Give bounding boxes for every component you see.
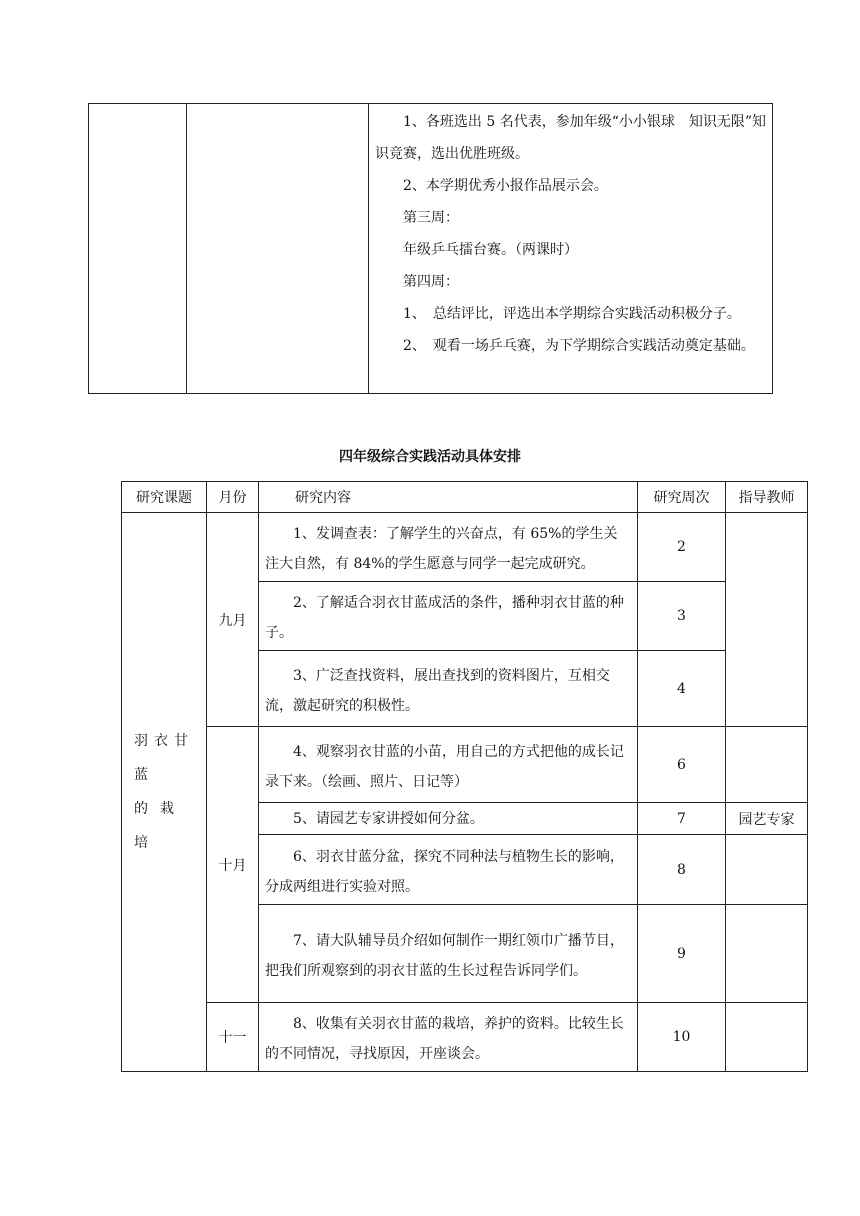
content-cell bbox=[259, 835, 638, 905]
teacher-cell bbox=[726, 835, 808, 905]
teacher-cell: 园艺专家 bbox=[726, 803, 808, 835]
week-cell: 10 bbox=[638, 1003, 726, 1072]
teacher-cell bbox=[726, 727, 808, 803]
activity-details-cell bbox=[369, 104, 773, 394]
week-cell: 8 bbox=[638, 835, 726, 905]
detail-line: 第三周： bbox=[403, 210, 459, 226]
detail-line: 第四周： bbox=[403, 274, 459, 290]
month-cell: 十月 bbox=[207, 727, 259, 1003]
schedule-title: 四年级综合实践活动具体安排 bbox=[339, 449, 521, 465]
teacher-cell bbox=[726, 513, 808, 727]
content-cell bbox=[259, 727, 638, 803]
empty-cell bbox=[187, 104, 369, 394]
content-text: 7、请大队辅导员介绍如何制作一期红领巾广播节目，把我们所观察到的羽衣甘蓝的生长过程告诉同学们。 bbox=[265, 932, 624, 979]
topic-line: 的栽培 bbox=[134, 801, 186, 851]
content-text: 4、观察羽衣甘蓝的小苗，用自己的方式把他的成长记录下来。（绘画、照片、日记等） bbox=[265, 743, 624, 790]
detail-line: 年级乒乓擂台赛。（两课时） bbox=[403, 242, 578, 258]
topic-cell bbox=[122, 513, 207, 1072]
week-cell: 4 bbox=[638, 651, 726, 727]
month-cell: 九月 bbox=[207, 513, 259, 727]
empty-cell bbox=[89, 104, 187, 394]
month-cell: 十一 bbox=[207, 1003, 259, 1072]
activity-table-continued bbox=[88, 103, 773, 394]
teacher-cell bbox=[726, 905, 808, 1003]
content-text: 6、羽衣甘蓝分盆，探究不同种法与植物生长的影响，分成两组进行实验对照。 bbox=[265, 848, 624, 895]
detail-line: 2、 观看一场乒乓赛，为下学期综合实践活动奠定基础。 bbox=[403, 338, 755, 354]
content-cell bbox=[259, 651, 638, 727]
week-cell: 9 bbox=[638, 905, 726, 1003]
content-cell bbox=[259, 513, 638, 582]
header-content: 研究内容 bbox=[259, 482, 638, 513]
table-row bbox=[89, 104, 773, 394]
week-cell: 3 bbox=[638, 582, 726, 651]
content-text: 3、广泛查找资料，展出查找到的资料图片，互相交流，激起研究的积极性。 bbox=[265, 667, 610, 714]
week-cell: 7 bbox=[638, 803, 726, 835]
content-cell bbox=[259, 803, 638, 835]
header-topic: 研究课题 bbox=[122, 482, 207, 513]
detail-line: 1、各班选出 5 名代表，参加年级“小小银球 知识无限”知识竞赛，选出优胜班级。 bbox=[375, 114, 767, 162]
content-text: 5、请园艺专家讲授如何分盆。 bbox=[293, 810, 484, 827]
header-week: 研究周次 bbox=[638, 482, 726, 513]
content-text: 1、发调查表：了解学生的兴奋点，有 65%的学生关注大自然，有 84%的学生愿意与同学一起完成研究。 bbox=[265, 526, 618, 572]
detail-line: 2、本学期优秀小报作品展示会。 bbox=[403, 178, 608, 194]
teacher-cell bbox=[726, 1003, 808, 1072]
week-cell: 2 bbox=[638, 513, 726, 582]
content-cell bbox=[259, 582, 638, 651]
content-text: 8、收集有关羽衣甘蓝的栽培，养护的资料。比较生长的不同情况，寻找原因，开座谈会。 bbox=[265, 1016, 624, 1062]
content-cell bbox=[259, 1003, 638, 1072]
header-month: 月份 bbox=[207, 482, 259, 513]
table-row bbox=[122, 727, 808, 803]
content-cell bbox=[259, 905, 638, 1003]
detail-line: 1、 总结评比，评选出本学期综合实践活动积极分子。 bbox=[403, 306, 741, 322]
schedule-table bbox=[121, 481, 808, 1072]
topic-line: 羽衣甘蓝 bbox=[134, 733, 194, 783]
table-row bbox=[122, 1003, 808, 1072]
content-text: 2、了解适合羽衣甘蓝成活的条件，播种羽衣甘蓝的种子。 bbox=[265, 595, 624, 641]
week-cell: 6 bbox=[638, 727, 726, 803]
header-teacher: 指导教师 bbox=[726, 482, 808, 513]
table-row bbox=[122, 513, 808, 582]
header-row bbox=[122, 482, 808, 513]
